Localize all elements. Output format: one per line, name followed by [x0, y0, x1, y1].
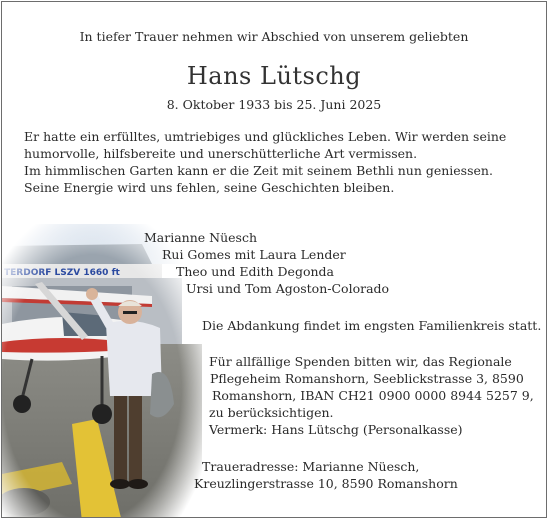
donation-line: zu berücksichtigen.	[209, 405, 334, 420]
mourning-address	[194, 458, 458, 492]
deceased-name: Hans Lütschg	[186, 62, 362, 90]
tribute-line: Er hatte ein erfülltes, umtriebiges und glückliches Leben. Wir werden seine	[24, 129, 507, 144]
life-dates: 8. Oktober 1933 bis 25. Juni 2025	[166, 97, 382, 112]
portrait-photo	[2, 224, 202, 518]
obituary-frame	[1, 1, 547, 518]
tribute-paragraph	[24, 128, 534, 196]
tribute-line: Seine Energie wird uns fehlen, seine Geschichten bleiben.	[24, 180, 395, 195]
donation-note	[209, 353, 534, 438]
family-member: Marianne Nüesch	[144, 230, 258, 245]
family-member: Ursi und Tom Agoston-Colorado	[186, 281, 390, 296]
family-member: Rui Gomes mit Laura Lender	[162, 247, 346, 262]
tribute-line: humorvolle, hilfsbereite und unerschütterliche Art vermissen.	[24, 146, 418, 161]
donation-line: Romanshorn, IBAN CH21 0900 0000 8944 5257 9,	[212, 388, 534, 403]
donation-line: Für allfällige Spenden bitten wir, das Regionale	[209, 354, 512, 369]
family-member: Theo und Edith Degonda	[176, 264, 334, 279]
intro-line: In tiefer Trauer nehmen wir Abschied von unserem geliebten	[79, 29, 469, 44]
donation-line: Pflegeheim Romanshorn, Seeblickstrasse 3, 8590	[210, 371, 524, 386]
tribute-line: Im himmlischen Garten kann er die Zeit mit seinem Bethli nun geniessen.	[24, 163, 493, 178]
address-line: Traueradresse: Marianne Nüesch,	[202, 459, 420, 474]
donation-line: Vermerk: Hans Lütschg (Personalkasse)	[209, 422, 463, 437]
ceremony-note: Die Abdankung findet im engsten Familienkreis statt.	[202, 318, 542, 333]
address-line: Kreuzlingerstrasse 10, 8590 Romanshorn	[194, 476, 458, 491]
